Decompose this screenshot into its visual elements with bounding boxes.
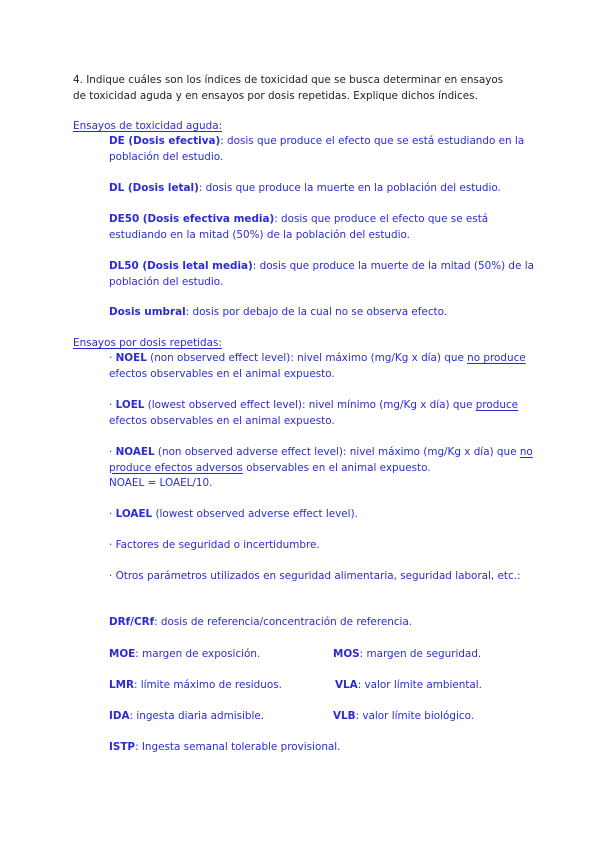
desc-vla: : valor límite ambiental. (357, 679, 482, 691)
desc-drf: : dosis de referencia/concentración de referencia. (154, 616, 413, 628)
desc-loel: (lowest observed effect level): nivel mínimo (mg/Kg x día) que (144, 399, 476, 411)
desc-noel-end: efectos observables en el animal expuesto. (109, 367, 335, 380)
term-noel: NOEL (115, 352, 147, 364)
item-dl (109, 181, 539, 197)
term-vla: VLA (335, 679, 358, 691)
question-line-2: de toxicidad aguda y en ensayos por dosis repetidas. Explique dichos índices. (73, 89, 478, 102)
term-de: DE (Dosis efectiva) (109, 135, 221, 147)
bullet: · (109, 508, 116, 520)
desc-mos: : margen de seguridad. (359, 648, 482, 660)
item-ida (109, 709, 319, 725)
term-moe: MOE (109, 648, 136, 660)
bullet: · (109, 446, 116, 458)
item-de50 (109, 212, 539, 243)
item-de (109, 134, 539, 165)
desc-de: : dosis que produce el efecto que se está estudiando en la población del estudio. (109, 135, 525, 163)
item-istp (109, 740, 539, 756)
acute-heading: Ensayos de toxicidad aguda: (73, 120, 223, 132)
item-dl50 (109, 259, 539, 290)
desc-lmr: : límite máximo de residuos. (133, 679, 282, 691)
item-noel (109, 351, 539, 382)
desc-loael: (lowest observed adverse effect level). (152, 508, 358, 520)
question-line-1: 4. Indique cuáles son los índices de toxicidad que se busca determinar en ensayos (73, 74, 504, 86)
desc-umbral: : dosis por debajo de la cual no se observa efecto. (185, 306, 448, 318)
underlined-no-produce: no produce (467, 352, 526, 364)
underlined-produce: produce (475, 399, 519, 411)
term-vlb: VLB (333, 710, 356, 722)
item-noael (109, 445, 539, 492)
desc-vlb: : valor límite biológico. (355, 710, 475, 722)
desc-de50: : dosis que produce el efecto que se está estudiando en la mitad (50%) de la población del estudio. (109, 213, 489, 241)
term-mos: MOS (333, 648, 360, 660)
desc-ida: : ingesta diaria admisible. (129, 710, 265, 722)
repeated-heading: Ensayos por dosis repetidas: (73, 337, 222, 349)
item-drf (109, 615, 539, 631)
underlined-no-produce-adversos: no produce efectos adversos (109, 446, 533, 474)
item-mos (333, 647, 533, 663)
item-factores: · Factores de seguridad o incertidumbre. (109, 539, 320, 551)
term-ida: IDA (109, 710, 130, 722)
item-lmr (109, 678, 319, 694)
item-otros: · Otros parámetros utilizados en seguridad alimentaria, seguridad laboral, etc.: (109, 570, 521, 582)
term-dl: DL (Dosis letal) (109, 182, 199, 194)
term-noael: NOAEL (115, 446, 155, 458)
desc-dl50: : dosis que produce la muerte de la mitad (50%) de la población del estudio. (109, 260, 534, 288)
item-umbral (109, 305, 539, 321)
term-dl50: DL50 (Dosis letal media) (109, 260, 253, 272)
bullet: · (109, 399, 116, 411)
term-istp: ISTP (109, 741, 136, 753)
desc-istp: : Ingesta semanal tolerable provisional. (135, 741, 341, 753)
term-lmr: LMR (109, 679, 134, 691)
desc-dl: : dosis que produce la muerte en la población del estudio. (198, 182, 501, 194)
desc-noel: (non observed effect level): nivel máximo (mg/Kg x día) que (146, 352, 468, 364)
bullet: · (109, 352, 116, 364)
term-loael: LOAEL (115, 508, 153, 520)
item-vlb (333, 709, 533, 725)
item-loael (109, 507, 539, 523)
desc-noael-end: observables en el animal expuesto. (242, 461, 431, 474)
term-umbral: Dosis umbral (109, 306, 186, 318)
item-vla (335, 678, 535, 694)
question-text (73, 73, 543, 104)
term-de50: DE50 (Dosis efectiva media) (109, 213, 275, 225)
term-loel: LOEL (115, 399, 145, 411)
item-moe (109, 647, 319, 663)
desc-loel-end: efectos observables en el animal expuesto. (109, 414, 335, 427)
term-drf: DRf/CRf (109, 616, 155, 628)
noael-formula: NOAEL = LOAEL/10. (109, 477, 213, 490)
item-loel (109, 398, 539, 429)
desc-noael: (non observed adverse effect level): nivel máximo (mg/Kg x día) que (154, 446, 520, 458)
desc-moe: : margen de exposición. (135, 648, 261, 660)
